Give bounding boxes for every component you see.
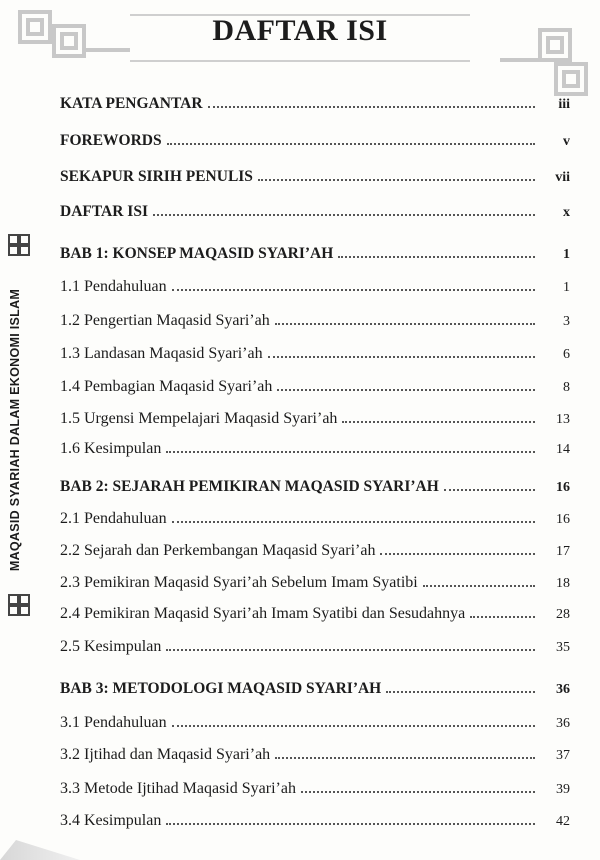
toc-entry-page: 6 bbox=[563, 347, 570, 362]
toc-entry-page: 28 bbox=[556, 607, 570, 622]
dot-leader bbox=[277, 388, 535, 391]
toc-entry-page: vii bbox=[555, 170, 570, 185]
toc-entry-page: 1 bbox=[563, 280, 570, 295]
toc-entry-title: 3.3 Metode Ijtihad Maqasid Syari’ah bbox=[60, 780, 296, 797]
dot-leader bbox=[258, 178, 535, 181]
toc-entry-page: 14 bbox=[556, 442, 570, 457]
dot-leader bbox=[166, 648, 535, 651]
toc-entry-page: 18 bbox=[556, 576, 570, 591]
toc-entry-page: 13 bbox=[556, 412, 570, 427]
toc-entry-title: 2.5 Kesimpulan bbox=[60, 638, 162, 655]
toc-entry-title: 2.1 Pendahuluan bbox=[60, 510, 167, 527]
toc-entry-page: v bbox=[563, 134, 570, 149]
dot-leader bbox=[444, 488, 535, 491]
toc-section-3-4[interactable] bbox=[60, 812, 570, 830]
dot-leader bbox=[380, 552, 535, 555]
toc-section-2-3[interactable] bbox=[60, 574, 570, 592]
toc-section-3-1[interactable] bbox=[60, 714, 570, 732]
dot-leader bbox=[166, 822, 535, 825]
toc-entry-title: 1.1 Pendahuluan bbox=[60, 278, 167, 295]
toc-entry-title: BAB 2: SEJARAH PEMIKIRAN MAQASID SYARI’AH bbox=[60, 478, 439, 495]
dot-leader bbox=[166, 450, 535, 453]
toc-section-1-1[interactable] bbox=[60, 278, 570, 296]
toc-entry-title: 2.2 Sejarah dan Perkembangan Maqasid Syari’ah bbox=[60, 542, 376, 559]
dot-leader bbox=[275, 322, 535, 325]
toc-entry-title: BAB 3: METODOLOGI MAQASID SYARI’AH bbox=[60, 680, 382, 697]
toc-entry-title: 3.2 Ijtihad dan Maqasid Syari’ah bbox=[60, 746, 271, 763]
toc-entry-page: 1 bbox=[563, 247, 570, 262]
toc-entry-page: 17 bbox=[556, 544, 570, 559]
dot-leader bbox=[423, 584, 535, 587]
toc-section-2-2[interactable] bbox=[60, 542, 570, 560]
toc-entry-kata-pengantar[interactable] bbox=[60, 95, 570, 113]
toc-entry-title: 2.4 Pemikiran Maqasid Syari’ah Imam Syatibi dan Sesudahnya bbox=[60, 605, 466, 622]
toc-entry-page: 42 bbox=[556, 814, 570, 829]
dot-leader bbox=[167, 142, 535, 145]
toc-entry-page: 8 bbox=[563, 380, 570, 395]
toc-entry-title: KATA PENGANTAR bbox=[60, 95, 203, 112]
toc-chapter-3[interactable] bbox=[60, 680, 570, 698]
dot-leader bbox=[342, 420, 535, 423]
dot-leader bbox=[275, 756, 535, 759]
toc-section-2-4[interactable] bbox=[60, 605, 570, 623]
dot-leader bbox=[268, 355, 535, 358]
toc-entry-page: 37 bbox=[556, 748, 570, 763]
page-title: DAFTAR ISI bbox=[212, 14, 388, 47]
toc-entry-page: iii bbox=[558, 97, 570, 112]
toc-section-1-4[interactable] bbox=[60, 378, 570, 396]
toc-entry-title: FOREWORDS bbox=[60, 132, 162, 149]
toc-entry-daftar-isi[interactable] bbox=[60, 203, 570, 221]
toc-entry-page: 36 bbox=[556, 682, 570, 697]
toc-entry-title: 2.3 Pemikiran Maqasid Syari’ah Sebelum Imam Syatibi bbox=[60, 574, 418, 591]
dot-leader bbox=[301, 790, 535, 793]
toc-section-3-2[interactable] bbox=[60, 746, 570, 764]
toc-entry-page: 16 bbox=[556, 512, 570, 527]
dot-leader bbox=[172, 288, 535, 291]
toc-entry-page: 16 bbox=[556, 480, 570, 495]
toc-section-2-5[interactable] bbox=[60, 638, 570, 656]
dot-leader bbox=[172, 724, 535, 727]
toc-entry-page: x bbox=[563, 205, 570, 220]
dot-leader bbox=[208, 105, 535, 108]
toc-entry-title: 1.2 Pengertian Maqasid Syari’ah bbox=[60, 312, 270, 329]
dot-leader bbox=[153, 213, 535, 216]
toc-chapter-2[interactable] bbox=[60, 478, 570, 496]
toc-entry-sekapur-sirih[interactable] bbox=[60, 168, 570, 186]
toc-entry-title: 1.6 Kesimpulan bbox=[60, 440, 162, 457]
dot-leader bbox=[470, 615, 535, 618]
toc-entry-title: 3.4 Kesimpulan bbox=[60, 812, 162, 829]
toc-entry-title: SEKAPUR SIRIH PENULIS bbox=[60, 168, 253, 185]
toc-section-2-1[interactable] bbox=[60, 510, 570, 528]
toc-entry-page: 35 bbox=[556, 640, 570, 655]
dot-leader bbox=[386, 690, 535, 693]
toc-entry-page: 39 bbox=[556, 782, 570, 797]
toc-entry-title: 1.5 Urgensi Mempelajari Maqasid Syari’ah bbox=[60, 410, 338, 427]
toc-entry-title: BAB 1: KONSEP MAQASID SYARI’AH bbox=[60, 245, 334, 262]
toc-entry-page: 3 bbox=[563, 314, 570, 329]
dot-leader bbox=[338, 255, 535, 258]
toc-section-3-3[interactable] bbox=[60, 780, 570, 798]
dot-leader bbox=[172, 520, 535, 523]
toc-section-1-3[interactable] bbox=[60, 345, 570, 363]
toc-entry-title: 3.1 Pendahuluan bbox=[60, 714, 167, 731]
toc-entry-forewords[interactable] bbox=[60, 132, 570, 150]
toc-entry-page: 36 bbox=[556, 716, 570, 731]
toc-section-1-2[interactable] bbox=[60, 312, 570, 330]
toc-section-1-6[interactable] bbox=[60, 440, 570, 458]
toc-entry-title: DAFTAR ISI bbox=[60, 203, 148, 220]
toc-section-1-5[interactable] bbox=[60, 410, 570, 428]
toc-entry-title: 1.3 Landasan Maqasid Syari’ah bbox=[60, 345, 263, 362]
spine-title: MAQASID SYARIAH DALAM EKONOMI ISLAM bbox=[8, 288, 22, 572]
toc-entry-title: 1.4 Pembagian Maqasid Syari’ah bbox=[60, 378, 273, 395]
toc-chapter-1[interactable] bbox=[60, 245, 570, 263]
